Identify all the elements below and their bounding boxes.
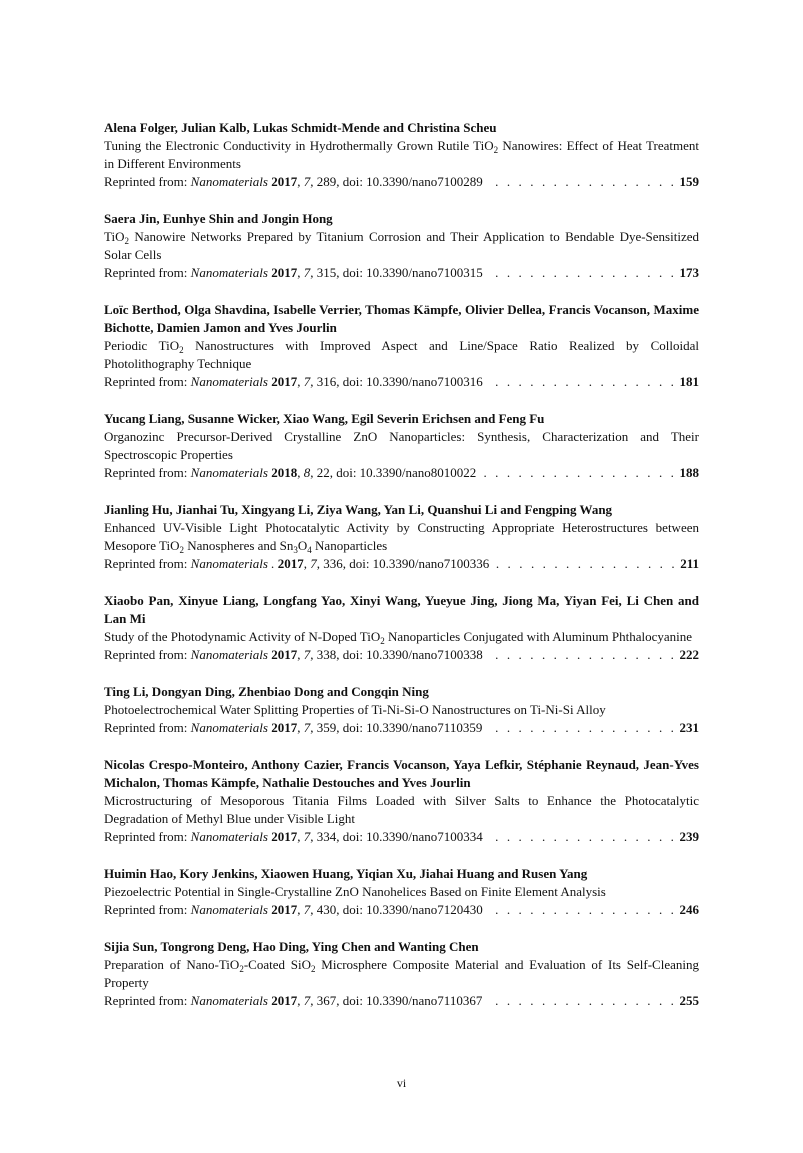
- citation-volume: 7: [303, 829, 311, 844]
- entry-citation: [104, 373, 699, 391]
- entry-title: [104, 228, 699, 264]
- title-subscript: 2: [239, 964, 244, 974]
- citation-year: 2017: [271, 993, 298, 1008]
- citation-doi[interactable]: doi: 10.3390/nano7100336: [349, 556, 490, 571]
- entry-page-number[interactable]: 173: [679, 265, 699, 280]
- entry-title: [104, 883, 699, 901]
- entry-citation: [104, 828, 699, 846]
- citation-year: 2017: [271, 720, 298, 735]
- entry-citation: [104, 719, 699, 737]
- dot-leader: [489, 173, 677, 191]
- citation-doi[interactable]: doi: 10.3390/nano7100289: [342, 174, 483, 189]
- citation-year: 2017: [271, 902, 298, 917]
- dot-leader: [489, 373, 677, 391]
- entry-authors: Yucang Liang, Susanne Wicker, Xiao Wang, Egil Severin Erichsen and Feng Fu: [104, 411, 545, 426]
- citation-text: Reprinted from: Nanomaterials 2018, 8, 22, doi: 10.3390/nano8010022: [104, 465, 477, 480]
- citation-year: 2018: [271, 465, 298, 480]
- dot-leader: [489, 901, 677, 919]
- entry-citation: [104, 264, 699, 282]
- journal-name: Nanomaterials: [190, 374, 268, 389]
- citation-year: 2017: [271, 829, 298, 844]
- title-text: Enhanced UV-Visible Light Photocatalytic Activity by Constructing Appropriate Heterostructures between Mesopore TiO: [104, 520, 699, 553]
- title-text: Nanospheres and Sn: [184, 538, 294, 553]
- title-subscript: 2: [380, 636, 385, 646]
- entry-title: [104, 701, 699, 719]
- title-text: Nanoparticles Conjugated with Aluminum Phthalocyanine: [384, 629, 693, 644]
- journal-name: Nanomaterials: [190, 647, 268, 662]
- citation-text: Reprinted from: Nanomaterials 2017, 7, 359, doi: 10.3390/nano7110359: [104, 720, 483, 735]
- title-text: Photoelectrochemical Water Splitting Properties of Ti-Ni-Si-O Nanostructures on Ti-Ni-Si Alloy: [104, 702, 606, 717]
- journal-name: Nanomaterials: [190, 265, 268, 280]
- title-text: Preparation of Nano-TiO: [104, 957, 240, 972]
- entry-title: [104, 519, 699, 555]
- entry-title: [104, 956, 699, 992]
- citation-article: 22: [316, 465, 330, 480]
- entry-page-number[interactable]: 239: [679, 829, 699, 844]
- toc-entry[interactable]: [104, 865, 699, 919]
- dot-leader: [488, 719, 676, 737]
- title-text: Nanowires: Effect of Heat Treatment in Different Environments: [104, 138, 699, 171]
- reprinted-label: Reprinted from:: [104, 829, 191, 844]
- entry-title: [104, 428, 699, 464]
- citation-volume: 7: [303, 902, 311, 917]
- citation-doi[interactable]: doi: 10.3390/nano7100338: [342, 647, 483, 662]
- dot-leader: [489, 264, 677, 282]
- dot-leader: [489, 828, 677, 846]
- entry-citation: [104, 901, 699, 919]
- title-subscript: 2: [179, 345, 184, 355]
- dot-leader: [482, 464, 676, 482]
- reprinted-label: Reprinted from:: [104, 993, 191, 1008]
- dot-leader: [495, 555, 677, 573]
- toc-entry[interactable]: [104, 410, 699, 482]
- reprinted-label: Reprinted from:: [104, 720, 191, 735]
- citation-doi[interactable]: doi: 10.3390/nano7120430: [342, 902, 483, 917]
- toc-entry[interactable]: [104, 938, 699, 1010]
- entry-page-number[interactable]: 231: [679, 720, 699, 735]
- citation-doi[interactable]: doi: 10.3390/nano7100316: [342, 374, 483, 389]
- reprinted-label: Reprinted from:: [104, 374, 191, 389]
- citation-volume: 7: [303, 647, 311, 662]
- entry-page-number[interactable]: 181: [679, 374, 699, 389]
- entry-page-number[interactable]: 159: [679, 174, 699, 189]
- reprinted-label: Reprinted from:: [104, 647, 191, 662]
- citation-text: Reprinted from: Nanomaterials 2017, 7, 430, doi: 10.3390/nano7120430: [104, 902, 483, 917]
- entry-title: [104, 337, 699, 373]
- title-text: -Coated SiO: [243, 957, 311, 972]
- citation-volume: 7: [303, 993, 311, 1008]
- citation-doi[interactable]: doi: 10.3390/nano7100315: [342, 265, 483, 280]
- title-subscript: 4: [307, 545, 312, 555]
- citation-text: Reprinted from: Nanomaterials 2017, 7, 367, doi: 10.3390/nano7110367: [104, 993, 483, 1008]
- title-text: Nanoparticles: [311, 538, 388, 553]
- entry-citation: [104, 555, 699, 573]
- title-text: Nanowire Networks Prepared by Titanium Corrosion and Their Application to Bendable Dye-Sensitized Solar Cells: [104, 229, 699, 262]
- reprinted-label: Reprinted from:: [104, 465, 191, 480]
- citation-volume: 7: [303, 265, 311, 280]
- citation-text: Reprinted from: Nanomaterials . 2017, 7, 336, doi: 10.3390/nano7100336: [104, 556, 490, 571]
- citation-article: 334: [316, 829, 337, 844]
- citation-text: Reprinted from: Nanomaterials 2017, 7, 315, doi: 10.3390/nano7100315: [104, 265, 483, 280]
- journal-name: Nanomaterials: [190, 829, 268, 844]
- citation-article: 367: [316, 993, 337, 1008]
- citation-volume: 8: [303, 465, 311, 480]
- citation-year: 2017: [271, 647, 298, 662]
- entry-authors: Ting Li, Dongyan Ding, Zhenbiao Dong and Congqin Ning: [104, 684, 429, 699]
- toc-entries: [104, 119, 699, 1029]
- citation-doi[interactable]: doi: 10.3390/nano8010022: [336, 465, 477, 480]
- citation-article: 336: [323, 556, 343, 571]
- title-text: Organozinc Precursor-Derived Crystalline ZnO Nanoparticles: Synthesis, Characterization and Their Spectroscopic Properties: [104, 429, 699, 462]
- entry-authors: Loïc Berthod, Olga Shavdina, Isabelle Verrier, Thomas Kämpfe, Olivier Dellea, Francis Vocanson, Maxime Bichotte, Damien Jamon and Yves Jourlin: [104, 302, 699, 335]
- citation-doi[interactable]: doi: 10.3390/nano7100334: [342, 829, 483, 844]
- entry-page-number[interactable]: 246: [679, 902, 699, 917]
- entry-authors: Xiaobo Pan, Xinyue Liang, Longfang Yao, Xinyi Wang, Yueyue Jing, Jiong Ma, Yiyan Fei, Li Chen and Lan Mi: [104, 593, 699, 626]
- title-text: Study of the Photodynamic Activity of N-Doped TiO: [104, 629, 381, 644]
- toc-entry[interactable]: [104, 683, 699, 737]
- entry-page-number[interactable]: 222: [679, 647, 699, 662]
- journal-name: Nanomaterials: [190, 174, 268, 189]
- toc-entry[interactable]: [104, 756, 699, 846]
- entry-citation: [104, 992, 699, 1010]
- title-subscript: 2: [179, 545, 184, 555]
- title-text: Microsphere Composite Material and Evaluation of Its Self-Cleaning Property: [104, 957, 699, 990]
- citation-article: 430: [316, 902, 337, 917]
- citation-volume: 7: [303, 374, 311, 389]
- title-text: Tuning the Electronic Conductivity in Hydrothermally Grown Rutile TiO: [104, 138, 494, 153]
- citation-doi[interactable]: doi: 10.3390/nano7110367: [342, 993, 483, 1008]
- entry-authors: Huimin Hao, Kory Jenkins, Xiaowen Huang, Yiqian Xu, Jiahai Huang and Rusen Yang: [104, 866, 588, 881]
- entry-page-number[interactable]: 188: [679, 465, 699, 480]
- toc-entry[interactable]: [104, 592, 699, 664]
- title-text: Periodic TiO: [104, 338, 180, 353]
- citation-article: 289: [316, 174, 337, 189]
- reprinted-label: Reprinted from:: [104, 174, 191, 189]
- citation-volume: 7: [303, 720, 311, 735]
- title-subscript: 2: [124, 236, 129, 246]
- journal-name: Nanomaterials: [190, 720, 268, 735]
- entry-title: [104, 137, 699, 173]
- dot-leader: [489, 646, 677, 664]
- citation-year: 2017: [271, 374, 298, 389]
- citation-article: 338: [316, 647, 337, 662]
- title-text: O: [297, 538, 308, 553]
- citation-article: 315: [316, 265, 337, 280]
- title-text: Microstructuring of Mesoporous Titania Films Loaded with Silver Salts to Enhance the Photocatalytic Degradation of Methyl Blue under Visible Light: [104, 793, 699, 826]
- citation-doi[interactable]: doi: 10.3390/nano7110359: [342, 720, 483, 735]
- title-subscript: 2: [310, 964, 316, 974]
- entry-citation: [104, 464, 699, 482]
- citation-text: Reprinted from: Nanomaterials 2017, 7, 334, doi: 10.3390/nano7100334: [104, 829, 483, 844]
- journal-name: Nanomaterials: [190, 902, 268, 917]
- reprinted-label: Reprinted from:: [104, 902, 191, 917]
- title-subscript: 3: [293, 545, 298, 555]
- entry-authors: Sijia Sun, Tongrong Deng, Hao Ding, Ying Chen and Wanting Chen: [104, 939, 479, 954]
- title-text: Piezoelectric Potential in Single-Crystalline ZnO Nanohelices Based on Finite Element Analysis: [104, 884, 606, 899]
- toc-entry[interactable]: [104, 301, 699, 391]
- entry-title: [104, 628, 699, 646]
- toc-entry[interactable]: [104, 210, 699, 282]
- reprinted-label: Reprinted from:: [104, 556, 191, 571]
- entry-authors: Jianling Hu, Jianhai Tu, Xingyang Li, Ziya Wang, Yan Li, Quanshui Li and Fengping Wang: [104, 502, 613, 517]
- journal-name: Nanomaterials: [190, 993, 268, 1008]
- citation-text: Reprinted from: Nanomaterials 2017, 7, 338, doi: 10.3390/nano7100338: [104, 647, 483, 662]
- toc-entry[interactable]: [104, 501, 699, 573]
- citation-article: 316: [316, 374, 337, 389]
- citation-article: 359: [316, 720, 337, 735]
- title-subscript: 2: [493, 145, 499, 155]
- citation-text: Reprinted from: Nanomaterials 2017, 7, 289, doi: 10.3390/nano7100289: [104, 174, 483, 189]
- entry-citation: [104, 646, 699, 664]
- entry-authors: Nicolas Crespo-Monteiro, Anthony Cazier, Francis Vocanson, Yaya Lefkir, Stéphanie Reynaud, Jean-Yves Michalon, Thomas Kämpfe, Nathalie Destouches and Yves Jourlin: [104, 757, 699, 790]
- entry-page-number[interactable]: 255: [679, 993, 699, 1008]
- dot-leader: [488, 992, 676, 1010]
- toc-entry[interactable]: [104, 119, 699, 191]
- citation-text: Reprinted from: Nanomaterials 2017, 7, 316, doi: 10.3390/nano7100316: [104, 374, 483, 389]
- citation-year: 2017: [271, 174, 298, 189]
- citation-volume: 7: [310, 556, 317, 571]
- citation-year: 2017: [277, 556, 304, 571]
- entry-authors: Saera Jin, Eunhye Shin and Jongin Hong: [104, 211, 333, 226]
- reprinted-label: Reprinted from:: [104, 265, 191, 280]
- journal-name: Nanomaterials .: [190, 556, 275, 571]
- citation-year: 2017: [271, 265, 298, 280]
- citation-volume: 7: [303, 174, 311, 189]
- entry-page-number[interactable]: 211: [680, 556, 699, 571]
- entry-citation: [104, 173, 699, 191]
- journal-name: Nanomaterials: [190, 465, 268, 480]
- title-text: Nanostructures with Improved Aspect and Line/Space Ratio Realized by Colloidal Photolithography Technique: [104, 338, 699, 371]
- entry-title: [104, 792, 699, 828]
- page-number: vi: [396, 1076, 407, 1090]
- entry-authors: Alena Folger, Julian Kalb, Lukas Schmidt-Mende and Christina Scheu: [104, 120, 497, 135]
- title-text: TiO: [104, 229, 125, 244]
